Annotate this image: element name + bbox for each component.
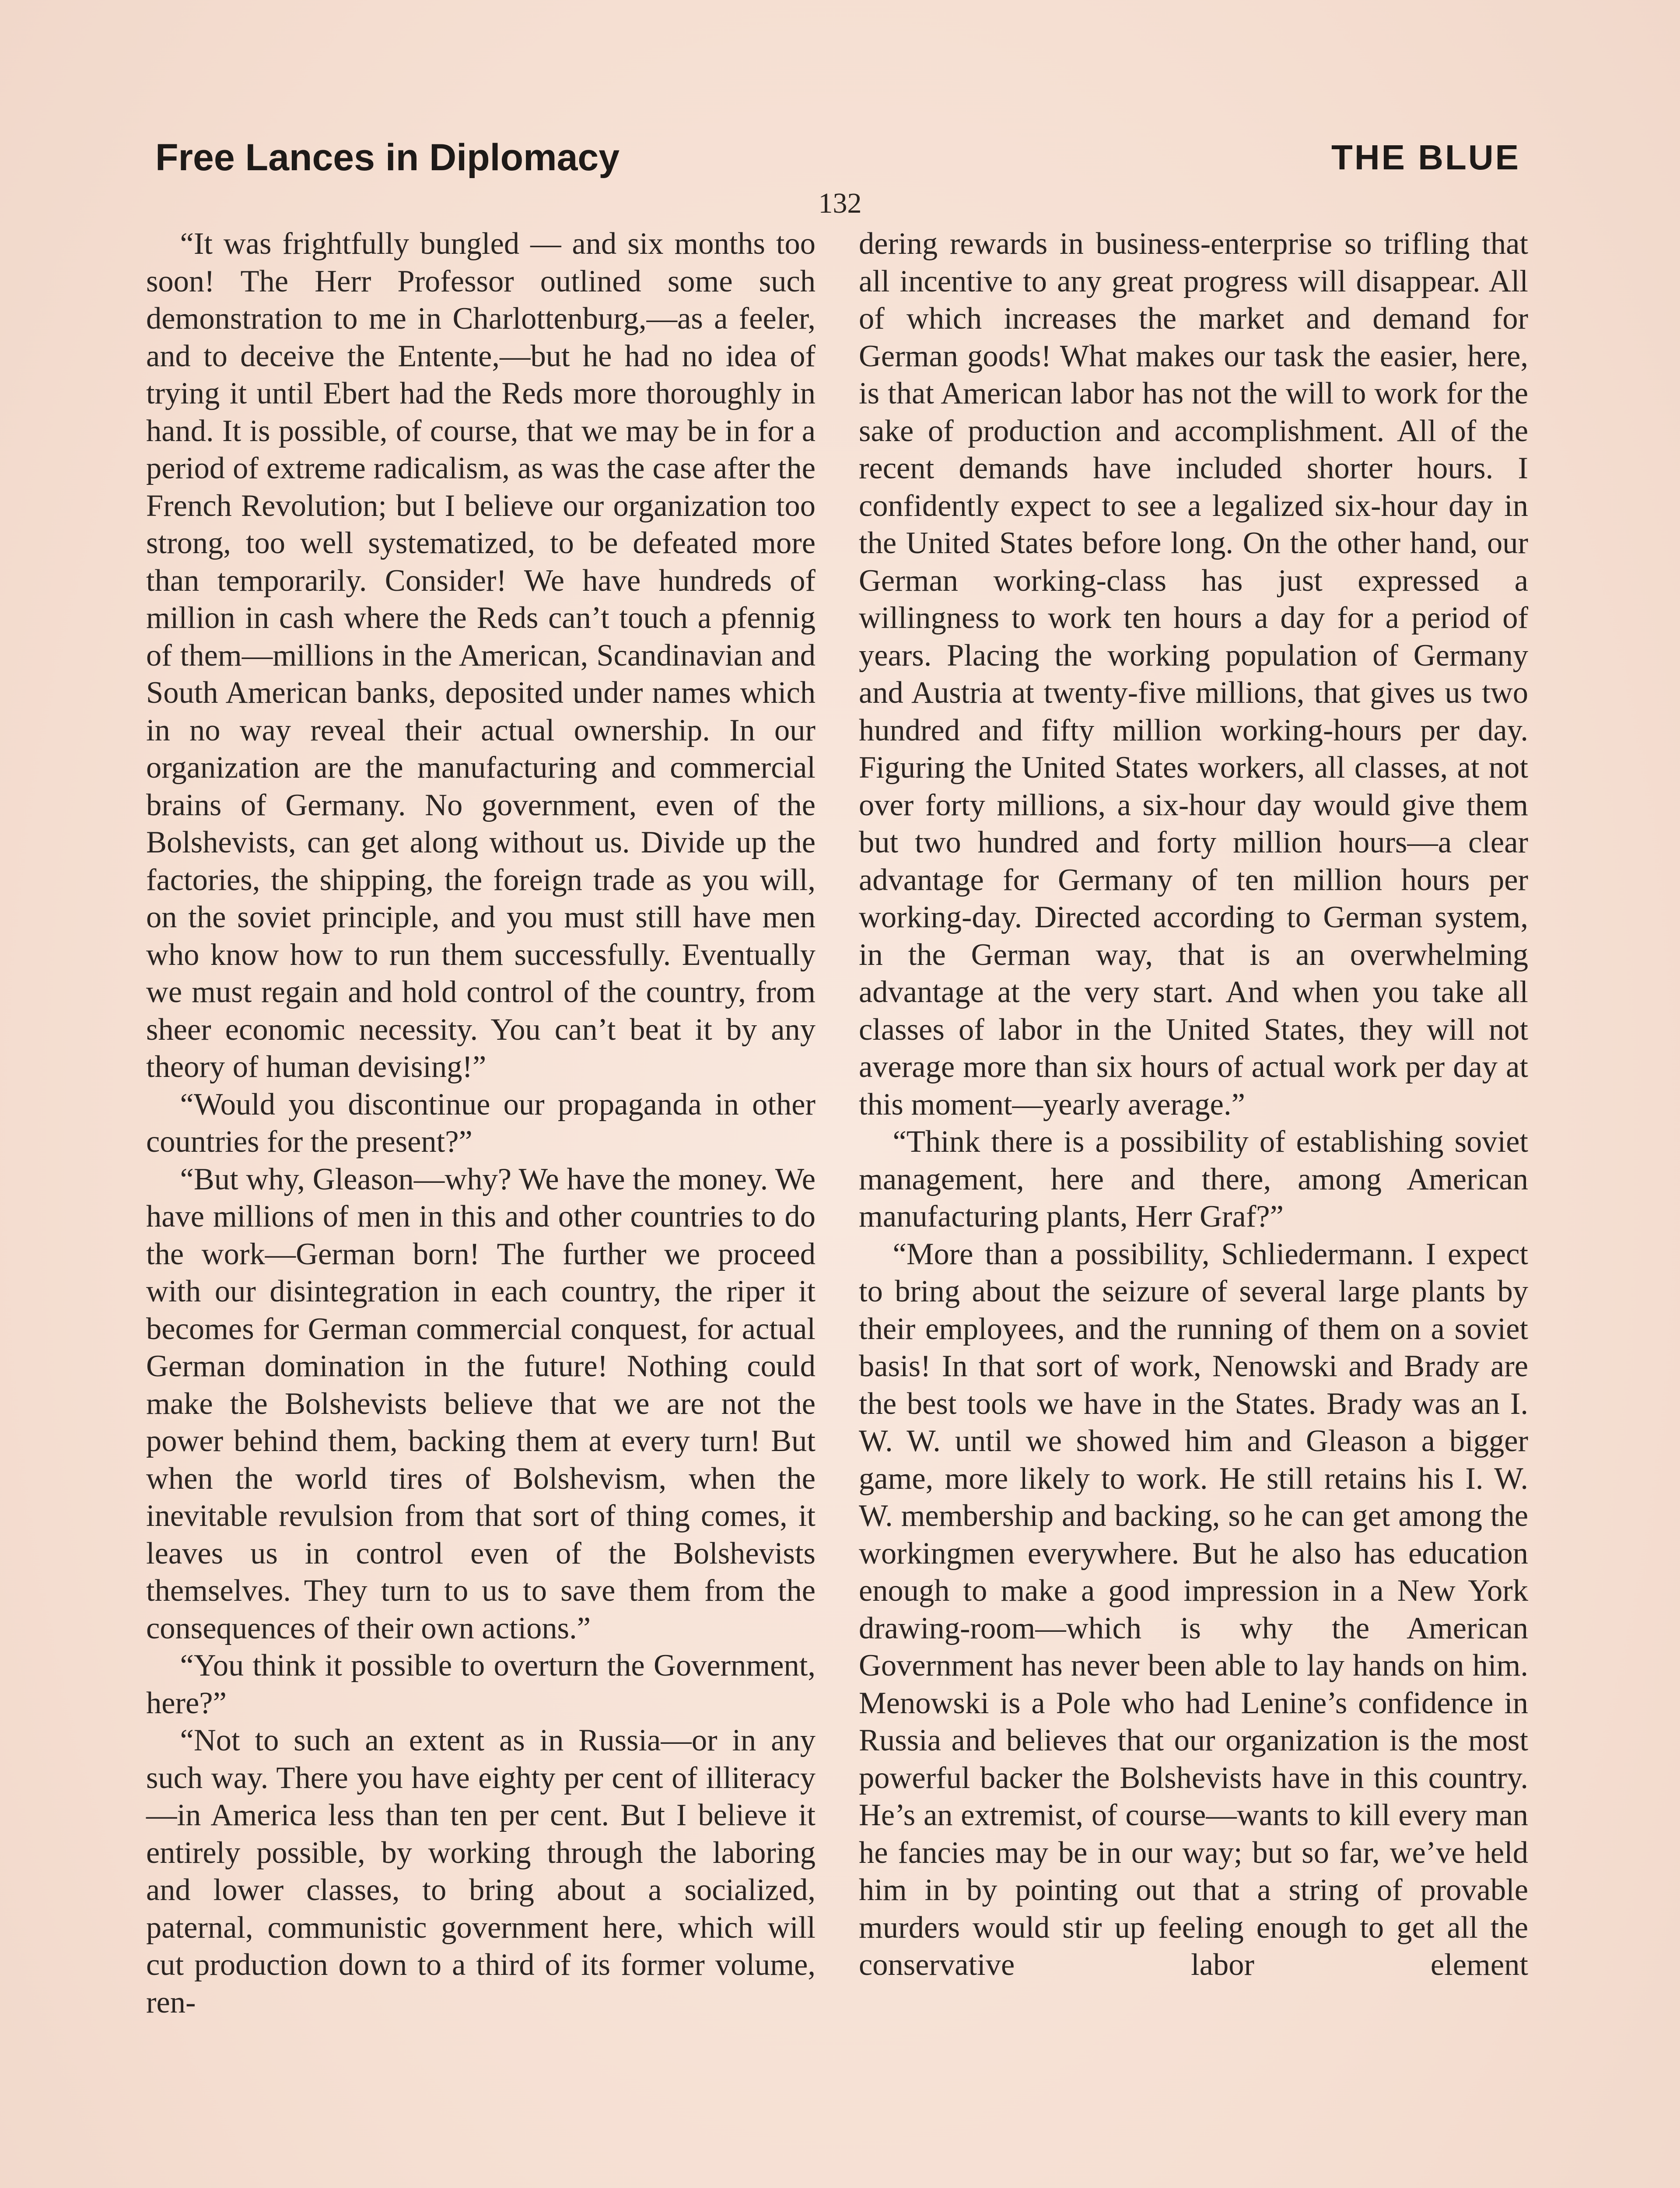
magazine-name: THE BLUE: [1331, 138, 1520, 177]
paragraph: dering rewards in business-enterprise so trifling that all incentive to any great progress will disappear. All of which increases the market and demand for German goods! What makes our task the easier, here, is that American labor has not the will to work for the sake of production and accomplishment. All of the recent demands have included shorter hours. I confidently expect to see a legalized six-hour day in the United States before long. On the other hand, our German working-class has just expressed a willingness to work ten hours a day for a period of years. Placing the working population of Germany and Austria at twenty-five millions, that gives us two hundred and fifty million working-hours per day. Figuring the United States workers, all classes, at not over forty millions, a six-hour day would give them but two hundred and forty million hours—a clear advantage for Germany of ten million hours per working-day. Directed according to German system, in the German way, that is an overwhelming advantage at the very start. And when you take all classes of labor in the United States, they will not average more than six hours of actual work per day at this moment—yearly average.”: [859, 227, 1528, 1122]
paragraph: “More than a possibility, Schliedermann. I expect to bring about the seizure of several large plants by their employees, and the running of them on a soviet basis! In that sort of work, Nenowski and Brady are the best tools we have in the States. Brady was an I. W. W. until we showed him and Gleason a bigger game, more likely to work. He still retains his I. W. W. membership and backing, so he can get among the workingmen everywhere. But he also has education enough to make a good impression in a New York drawing-room—which is why the American Government has never been able to lay hands on him. Menowski is a Pole who had Lenine’s confidence in Russia and believes that our organization is the most powerful backer the Bolshevists have in this country. He’s an extremist, of course—wants to kill every man he fancies may be in our way; but so far, we’ve held him in by pointing out that a string of provable murders would stir up feeling enough to get all the conservative labor element: [859, 1237, 1528, 1982]
paragraph: “Not to such an extent as in Russia—or in any such way. There you have eighty per cent of illiteracy—in America less than ten per cent. But I believe it entirely possible, by working through the laboring and lower classes, to bring about a socialized, paternal, communistic government here, which will cut production down to a third of its former volume, ren-: [146, 1723, 816, 2020]
paragraph: “Think there is a possibility of establishing soviet management, here and there, among American manufacturing plants, Herr Graf?”: [859, 1125, 1528, 1234]
running-title: Free Lances in Diplomacy: [155, 137, 620, 179]
paragraph: “Would you discontinue our propaganda in other countries for the present?”: [146, 1087, 816, 1159]
paragraph: “But why, Gleason—why? We have the money. We have millions of men in this and other countries to do the work—German born! The further we proceed with our disintegration in each country, the riper it becomes for German commercial conquest, for actual German domination in the future! Nothing could make the Bolshevists believe that we are not the power behind them, backing them at every turn! But when the world tires of Bolshevism, when the inevitable revulsion from that sort of thing comes, it leaves us in control even of the Bolshevists themselves. They turn to us to save them from the consequences of their own actions.”: [146, 1162, 816, 1645]
text-column-left: [146, 225, 816, 2021]
paragraph: “It was frightfully bungled — and six months too soon! The Herr Professor outlined some such demonstration to me in Charlottenburg,—as a feeler, and to deceive the Entente,—but he had no idea of trying it until Ebert had the Reds more thoroughly in hand. It is possible, of course, that we may be in for a period of extreme radicalism, as was the case after the French Revolution; but I believe our organization too strong, too well systematized, to be defeated more than temporarily. Consider! We have hundreds of million in cash where the Reds can’t touch a pfennig of them—millions in the American, Scandinavian and South American banks, deposited under names which in no way reveal their actual ownership. In our organization are the manufacturing and commercial brains of Germany. No government, even of the Bolshevists, can get along without us. Divide up the factories, the shipping, the foreign trade as you will, on the soviet principle, and you must still have men who know how to run them successfully. Eventually we must regain and hold control of the country, from sheer economic necessity. You can’t beat it by any theory of human devising!”: [146, 227, 816, 1084]
page-header: [155, 131, 1520, 184]
page-number: 132: [818, 187, 862, 219]
paragraph: “You think it possible to overturn the Government, here?”: [146, 1648, 816, 1720]
text-column-right: [859, 225, 1528, 1984]
